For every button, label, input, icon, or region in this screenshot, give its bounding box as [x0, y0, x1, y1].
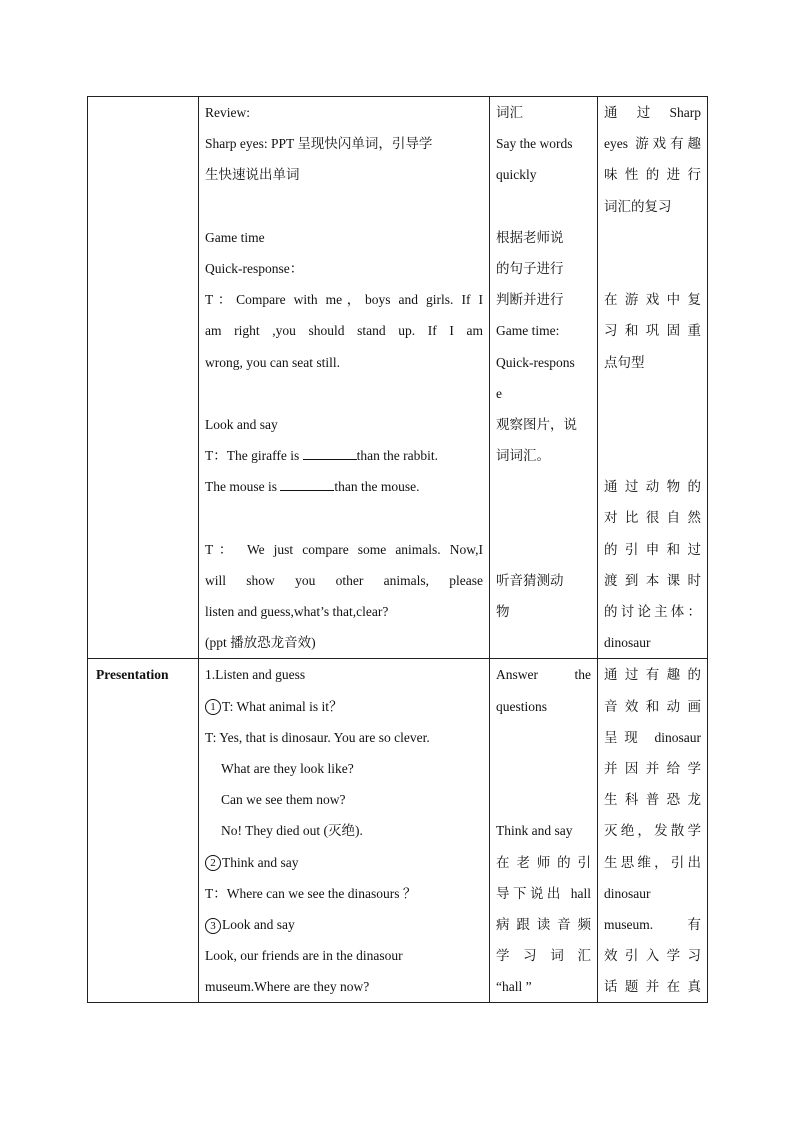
- student-line: Game time:: [496, 323, 560, 339]
- teacher-line: (ppt 播放恐龙音效): [205, 635, 316, 651]
- student-line: questions: [496, 698, 548, 714]
- purpose-line: 呈现 dinosaur: [604, 729, 701, 745]
- circled-number-2: 2: [205, 855, 221, 871]
- fill-blank: [303, 447, 357, 460]
- purpose-line: 话题并在真: [604, 979, 701, 995]
- purpose-line: 味性的进行: [604, 167, 701, 183]
- quick-response-label: Quick-response：: [205, 260, 304, 276]
- purpose-line: dinosaur: [604, 885, 651, 901]
- step-text: Look and say: [222, 916, 295, 932]
- teacher-line: T： We just compare some animals. Now,I: [205, 541, 483, 557]
- student-line: e: [496, 385, 502, 401]
- student-line: 听音猜测动: [496, 572, 564, 588]
- circled-number-1: 1: [205, 699, 221, 715]
- teacher-line: will show you other animals, please: [205, 572, 483, 588]
- teacher-line: Look, our friends are in the dinasour: [205, 948, 403, 964]
- teacher-line: [205, 691, 483, 722]
- teacher-line: What are they look like?: [221, 760, 354, 776]
- purpose-line: 音效和动画: [604, 698, 701, 714]
- teacher-line: [205, 909, 483, 940]
- sharp-eyes-line-2: 生快速说出单词: [205, 167, 300, 183]
- student-activity-cell-presentation: [490, 659, 598, 1003]
- purpose-line: 的讨论主体：: [604, 604, 701, 619]
- table-row-presentation: [88, 659, 708, 1003]
- stage-cell-review: [88, 97, 199, 659]
- purpose-line: 的引申和过: [604, 541, 701, 557]
- teacher-line: [205, 847, 483, 878]
- teacher-activity-cell-presentation: [199, 659, 490, 1003]
- purpose-line: 效引入学习: [604, 948, 701, 964]
- circled-number-3: 3: [205, 918, 221, 934]
- step-text: Think and say: [222, 854, 299, 870]
- teacher-line: T: Yes, that is dinosaur. You are so clever.: [205, 729, 430, 745]
- student-line: 观察图片，说: [496, 416, 577, 432]
- student-line: Answer the: [496, 667, 591, 683]
- purpose-line: 通过动物的: [604, 479, 701, 495]
- teacher-line: listen and guess,what’s that,clear?: [205, 604, 389, 619]
- lesson-plan-table: [87, 96, 708, 1003]
- student-line: 学 习 词 汇: [496, 948, 591, 964]
- game-time-label: Game time: [205, 229, 265, 245]
- sentence-part: than the rabbit.: [356, 448, 438, 464]
- teacher-line: am right ,you should stand up. If I am: [205, 323, 483, 339]
- purpose-line: 并因并给学: [604, 760, 701, 776]
- teacher-line: No! They died out (灭绝).: [221, 823, 363, 839]
- student-activity-cell-review: [490, 97, 598, 659]
- purpose-line: eyes 游戏有趣: [604, 136, 701, 152]
- student-line: quickly: [496, 167, 537, 183]
- student-line: 判断并进行: [496, 292, 564, 308]
- teacher-line: museum.Where are they now?: [205, 979, 370, 995]
- student-line: 物: [496, 604, 510, 619]
- purpose-line: 习和巩固重: [604, 323, 701, 339]
- purpose-cell-presentation: [598, 659, 708, 1003]
- sentence-part: The mouse is: [205, 479, 281, 495]
- fill-blank: [280, 478, 334, 491]
- step-text: T: What animal is it？: [222, 698, 343, 714]
- purpose-line: 渡到本课时: [604, 572, 701, 588]
- giraffe-sentence: [205, 440, 483, 471]
- purpose-cell-review: [598, 97, 708, 659]
- student-line: Think and say: [496, 823, 573, 839]
- student-line: 根据老师说: [496, 229, 564, 245]
- teacher-line: Can we see them now?: [221, 792, 346, 808]
- teacher-line: T：Where can we see the dinasours ？: [205, 885, 417, 901]
- purpose-line: museum. 有: [604, 916, 701, 932]
- student-line: 词汇: [496, 105, 523, 120]
- student-line: 词词汇。: [496, 448, 550, 464]
- purpose-line: 通过有趣的: [604, 667, 701, 683]
- student-line: “hall ”: [496, 979, 532, 995]
- stage-cell-presentation: [88, 659, 199, 1003]
- student-line: Say the words: [496, 136, 573, 152]
- purpose-line: 在游戏中复: [604, 292, 701, 308]
- mouse-sentence: [205, 471, 483, 502]
- teacher-line: T：Compare with me，boys and girls. If I: [205, 292, 483, 308]
- purpose-line: 生科普恐龙: [604, 792, 701, 808]
- student-line: 的句子进行: [496, 260, 564, 276]
- student-line: 导下说出 hall: [496, 885, 591, 901]
- purpose-line: 生思维，引出: [604, 854, 701, 870]
- teacher-activity-cell-review: [199, 97, 490, 659]
- sentence-part: than the mouse.: [334, 479, 420, 495]
- look-and-say-label: Look and say: [205, 416, 278, 432]
- purpose-line: 通 过 Sharp: [604, 105, 701, 120]
- student-line: 在老师的引: [496, 854, 591, 870]
- teacher-line: 1.Listen and guess: [205, 667, 306, 683]
- purpose-line: 词汇的复习: [604, 198, 672, 214]
- purpose-line: dinosaur: [604, 635, 651, 651]
- review-title: Review:: [205, 105, 250, 120]
- stage-label: Presentation: [96, 667, 169, 683]
- purpose-line: 对比很自然: [604, 510, 701, 526]
- sentence-part: T：The giraffe is: [205, 448, 303, 464]
- purpose-line: 灭绝，发散学: [604, 823, 701, 839]
- table-row-review: [88, 97, 708, 659]
- teacher-line: wrong, you can seat still.: [205, 354, 340, 370]
- purpose-line: 点句型: [604, 354, 645, 370]
- sharp-eyes-line-1: Sharp eyes: PPT 呈现快闪单词，引导学: [205, 136, 433, 152]
- student-line: Quick-respons: [496, 354, 575, 370]
- student-line: 病跟读音频: [496, 916, 591, 932]
